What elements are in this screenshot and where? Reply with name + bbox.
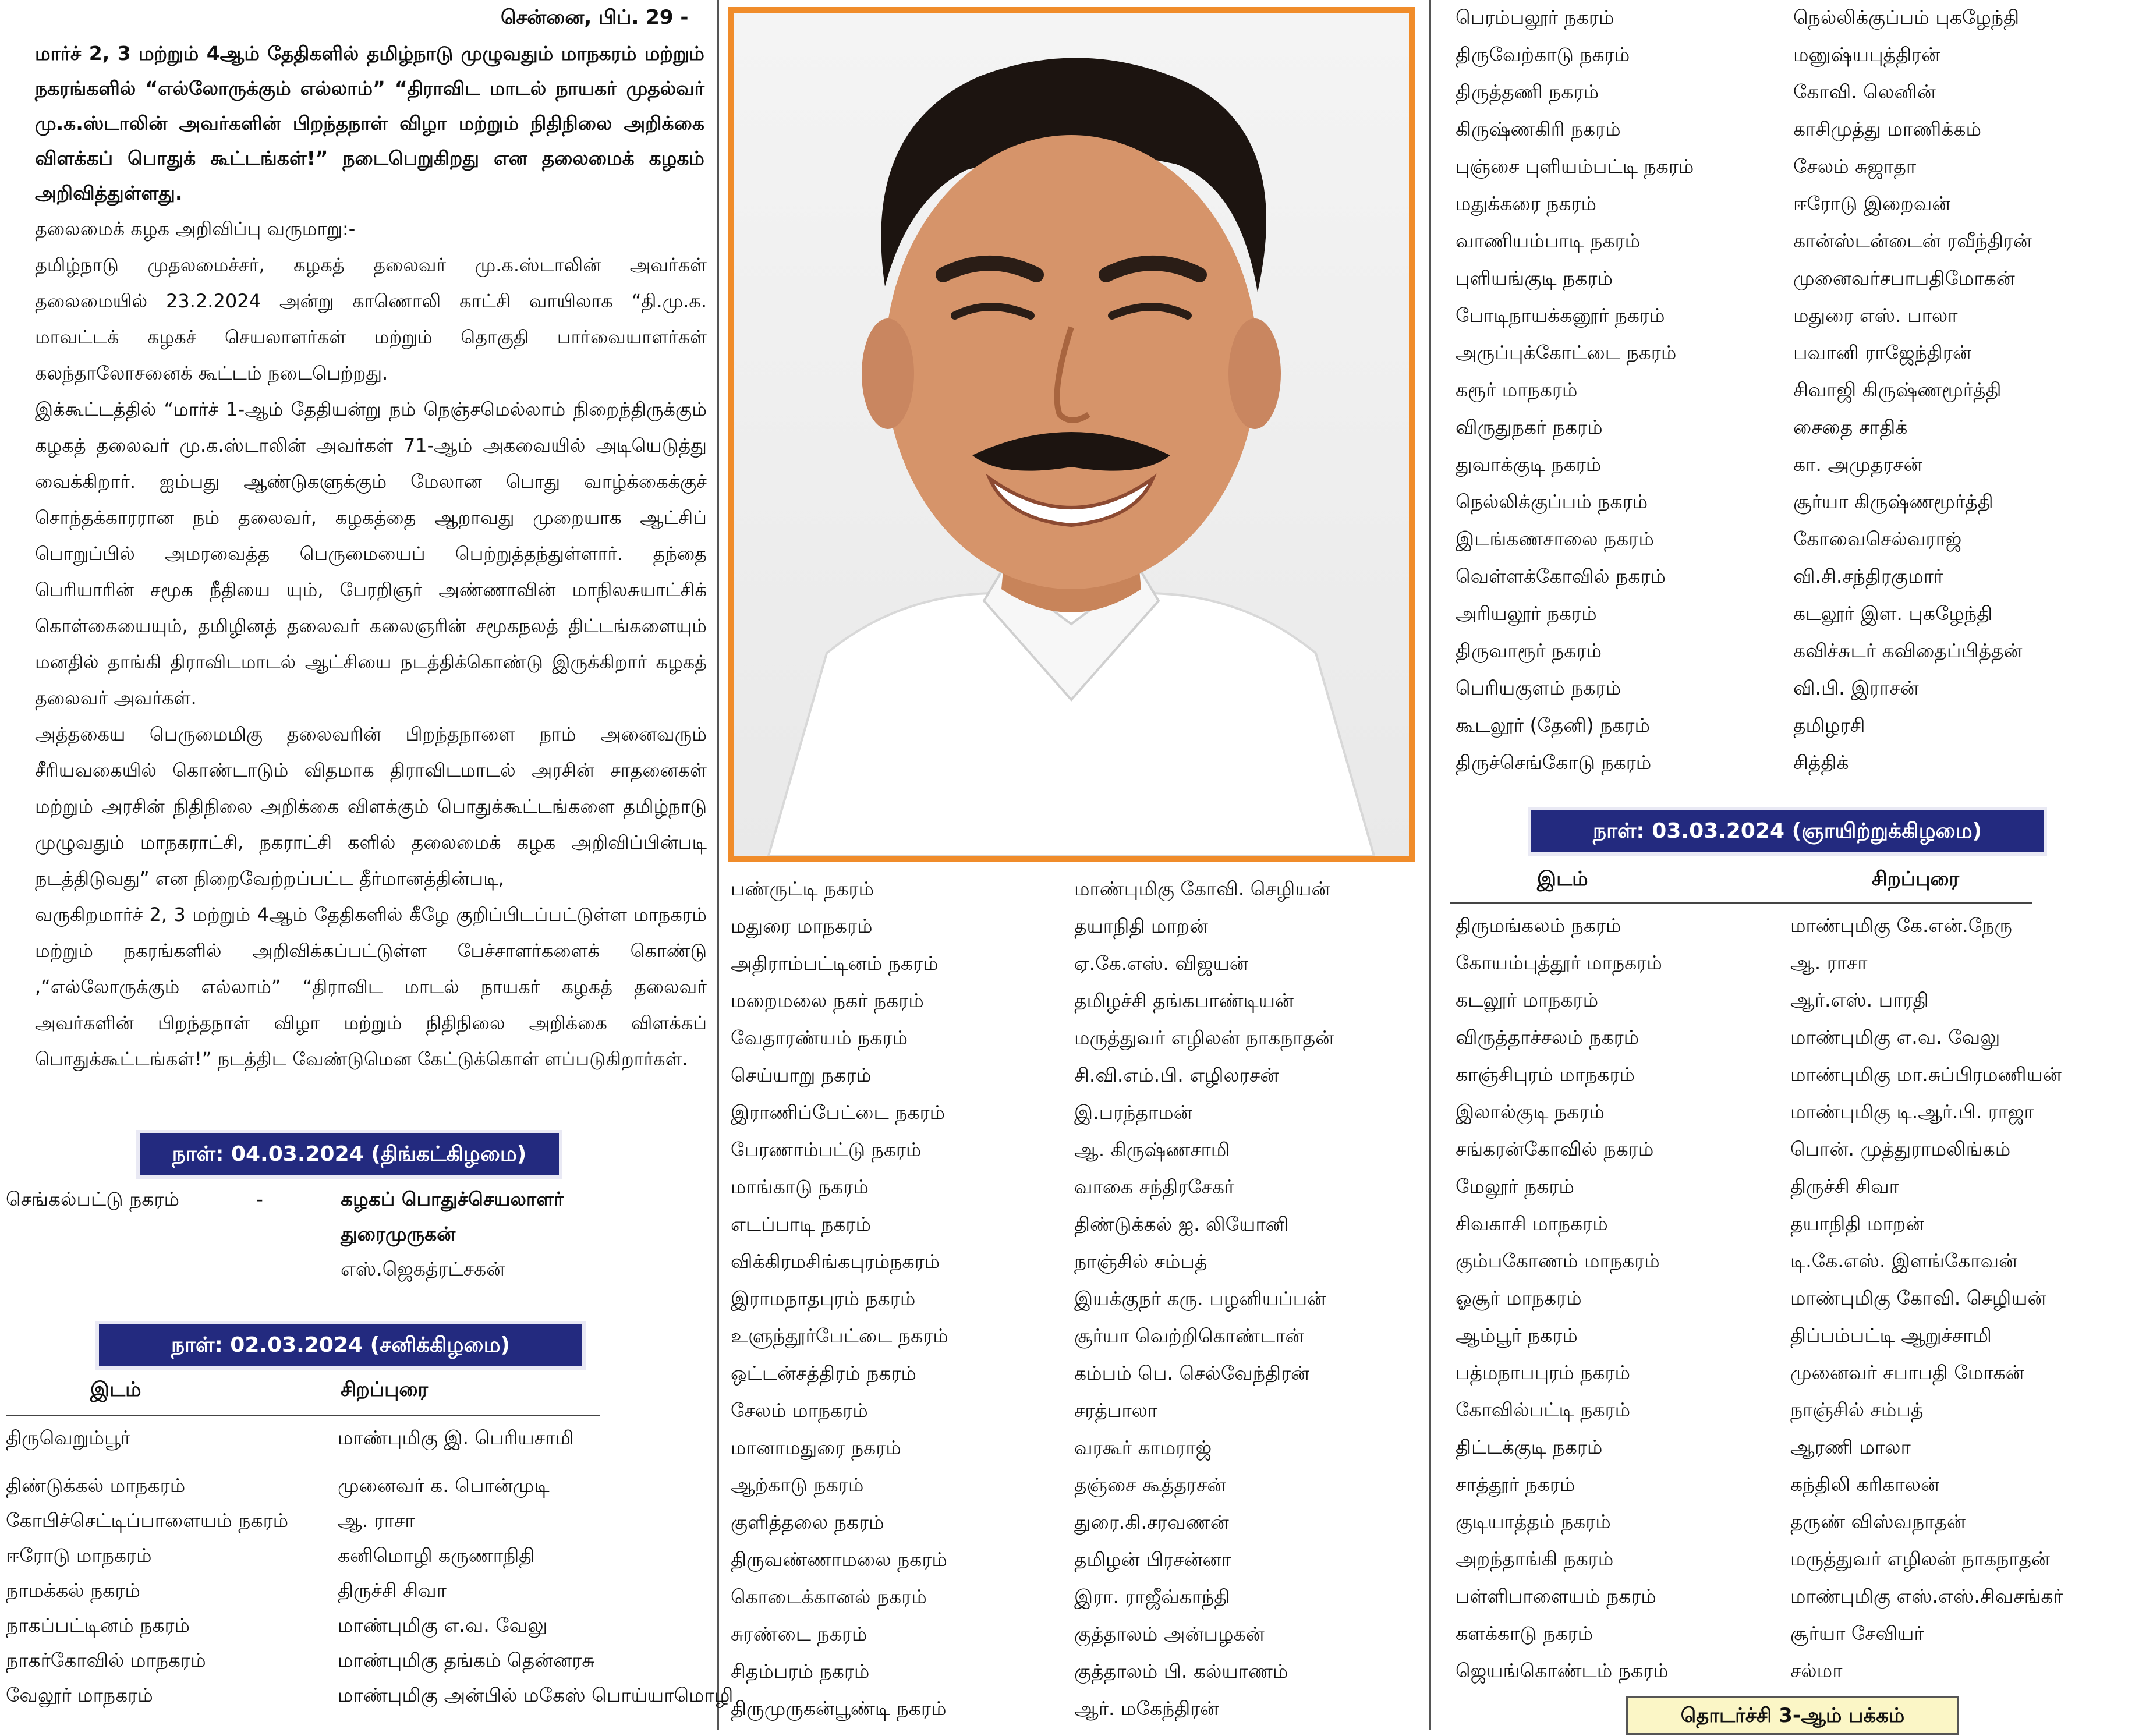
speaker-name: கவிச்சுடர் கவிதைப்பித்தன் <box>1793 639 2023 662</box>
speaker-name: தஞ்சை கூத்தரசன் <box>1074 1473 1226 1496</box>
place-name: பண்ருட்டி நகரம் <box>731 877 874 900</box>
place-name: வேலூர் மாநகரம் <box>6 1684 153 1706</box>
speaker-name: வாகை சந்திரசேகர் <box>1074 1175 1235 1198</box>
place-name: செய்யாறு நகரம் <box>731 1064 872 1086</box>
place-name: ஆற்காடு நகரம் <box>731 1473 864 1496</box>
place-name: பள்ளிபாளையம் நகரம் <box>1456 1585 1656 1607</box>
place-name: அரியலூர் நகரம் <box>1456 602 1597 625</box>
speaker-header: சிறப்புரை <box>341 1378 429 1401</box>
place-name: ஓசூர் மாநகரம் <box>1456 1287 1582 1309</box>
place-name: இலால்குடி நகரம் <box>1456 1100 1605 1123</box>
place-name: திண்டுக்கல் மாநகரம் <box>6 1474 186 1497</box>
place-name: விருத்தாச்சலம் நகரம் <box>1456 1026 1639 1048</box>
place-name: கும்பகோணம் மாநகரம் <box>1456 1249 1660 1272</box>
speaker-name: கோவைசெல்வராஜ் <box>1793 527 1962 550</box>
place-name: வேதாரண்யம் நகரம் <box>731 1026 908 1049</box>
place-name: மானாமதுரை நகரம் <box>731 1436 901 1459</box>
day4-speaker-title: கழகப் பொதுச்செயலாளர் <box>341 1188 564 1210</box>
speaker-name: ஆ. ராசா <box>1790 951 1868 974</box>
body-paragraph: தமிழ்நாடு முதலமைச்சர், கழகத் தலைவர் மு.க.ஸ்டாலின் அவர்கள் தலைமையில் 23.2.2024 அன்று காணொலி காட்சி வாயிலாக “தி.மு.க. மாவட்டக் கழகச் செயலாளர்கள் மற்றும் தொகுதி பார்வையாளர்கள் கலந்தாலோசனைக் கூட்டம் நடைபெற்றது. <box>35 254 707 384</box>
body-paragraph: அத்தகைய பெருமைமிகு தலைவரின் பிறந்தநாளை நாம் அனைவரும் சீரியவகையில் கொண்டாடும் விதமாக திராவிடமாடல் அரசின் சாதனைகள் மற்றும் அரசின் நிதிநிலை அறிக்கை விளக்கும் பொதுக்கூட்டங்களை தமிழ்நாடு முழுவதும் மாநகராட்சி, நகராட்சி களில் தலைமைக் கழக அறிவிப்பின்படி நடத்திடுவது” என நிறைவேற்றப்பட்ட தீர்மானத்தின்படி, <box>35 723 707 890</box>
speaker-name: கனிமொழி கருணாநிதி <box>338 1544 535 1567</box>
place-name: சிதம்பரம் நகரம் <box>731 1660 870 1682</box>
place-name: பெரியகுளம் நகரம் <box>1456 676 1621 699</box>
place-name: சுரண்டை நகரம் <box>731 1622 867 1645</box>
speaker-name: மருத்துவர் எழிலன் நாகநாதன் <box>1074 1026 1334 1049</box>
place-name: ஆம்பூர் நகரம் <box>1456 1324 1578 1347</box>
speaker-name: கம்பம் பெ. செல்வேந்திரன் <box>1074 1362 1310 1384</box>
speaker-name: காசிமுத்து மாணிக்கம் <box>1793 118 1982 140</box>
place-name: காஞ்சிபுரம் மாநகரம் <box>1456 1063 1635 1086</box>
place-name: நாகர்கோவில் மாநகரம் <box>6 1649 206 1671</box>
place-name: விக்கிரமசிங்கபுரம்நகரம் <box>731 1250 940 1273</box>
speaker-name: குத்தாலம் அன்பழகன் <box>1074 1622 1265 1645</box>
place-name: அருப்புக்கோட்டை நகரம் <box>1456 341 1677 364</box>
speaker-name: கந்திலி கரிகாலன் <box>1790 1473 1940 1496</box>
speaker-name: தருண் விஸ்வநாதன் <box>1790 1510 1966 1533</box>
speaker-name: மாண்புமிகு எஸ்.எஸ்.சிவசங்கர் <box>1790 1585 2063 1607</box>
place-name: அதிராம்பட்டினம் நகரம் <box>731 952 939 975</box>
speaker-name: மாண்புமிகு அன்பில் மகேஸ் பொய்யாமொழி <box>338 1684 734 1706</box>
speaker-name: மாண்புமிகு கோவி. செழியன் <box>1790 1287 2046 1309</box>
speaker-name: கான்ஸ்டன்டைன் ரவீந்திரன் <box>1793 229 2032 252</box>
speaker-name: சூர்யா சேவியர் <box>1790 1622 1924 1645</box>
speaker-name: டி.கே.எஸ். இளங்கோவன் <box>1790 1249 2018 1272</box>
speaker-name: சல்மா <box>1790 1659 1843 1682</box>
speaker-name: பவானி ராஜேந்திரன் <box>1793 341 1971 364</box>
speaker-name: ஆரணி மாலா <box>1790 1436 1911 1458</box>
place-name: திருவண்ணாமலை நகரம் <box>731 1548 947 1571</box>
speaker-name: மாண்புமிகு இ. பெரியசாமி <box>338 1426 574 1449</box>
place-name: சேலம் மாநகரம் <box>731 1399 868 1422</box>
place-name: கோயம்புத்தூர் மாநகரம் <box>1456 951 1662 974</box>
place-name: சிவகாசி மாநகரம் <box>1456 1212 1608 1235</box>
place-name: புஞ்சை புளியம்பட்டி நகரம் <box>1456 155 1694 178</box>
speaker-name: திண்டுக்கல் ஐ. லியோனி <box>1074 1213 1289 1235</box>
speaker-name: சித்திக் <box>1793 751 1849 774</box>
speaker-name: மாண்புமிகு கோவி. செழியன் <box>1074 877 1330 900</box>
column-rule-1 <box>717 0 719 1730</box>
speaker-name: சூர்யா கிருஷ்ணமூர்த்தி <box>1793 490 1993 513</box>
speaker-name: திருச்சி சிவா <box>338 1579 447 1602</box>
day4-place: செங்கல்பட்டு நகரம் <box>6 1188 180 1210</box>
place-name: நாமக்கல் நகரம் <box>6 1579 140 1602</box>
speaker-name: மாண்புமிகு எ.வ. வேலு <box>338 1614 548 1636</box>
place-name: சங்கரன்கோவில் நகரம் <box>1456 1138 1654 1160</box>
speaker-name: முனைவர் க. பொன்முடி <box>338 1474 550 1497</box>
place-name: வெள்ளக்கோவில் நகரம் <box>1456 565 1666 587</box>
speaker-name: மதுரை எஸ். பாலா <box>1793 304 1958 327</box>
speaker-name: கோவி. லெனின் <box>1793 80 1936 103</box>
place-name: திருமுருகன்பூண்டி நகரம் <box>731 1697 947 1720</box>
place-name: திருவாரூர் நகரம் <box>1456 639 1602 662</box>
day4-speaker-2: எஸ்.ஜெகத்ரட்சகன் <box>341 1257 505 1280</box>
place-name: மதுக்கரை நகரம் <box>1456 192 1597 215</box>
place-name: ஜெயங்கொண்டம் நகரம் <box>1456 1659 1669 1682</box>
photo-frame <box>728 7 1415 862</box>
portrait-illustration <box>734 13 1409 856</box>
place-name: திருமங்கலம் நகரம் <box>1456 914 1621 937</box>
place-header: இடம் <box>90 1378 141 1401</box>
place-name: இராணிப்பேட்டை நகரம் <box>731 1101 946 1124</box>
place-name: மறைமலை நகர் நகரம் <box>731 989 924 1012</box>
place-name: துவாக்குடி நகரம் <box>1456 453 1602 476</box>
speaker-name: ஆர்.எஸ். பாரதி <box>1790 989 1929 1011</box>
place-name: எடப்பாடி நகரம் <box>731 1213 872 1235</box>
place-name: நாகப்பட்டினம் நகரம் <box>6 1614 190 1636</box>
place-name: நெல்லிக்குப்பம் நகரம் <box>1456 490 1648 513</box>
place-header-day3: இடம் <box>1537 867 1588 891</box>
place-name: அறந்தாங்கி நகரம் <box>1456 1547 1614 1570</box>
place-name: குடியாத்தம் நகரம் <box>1456 1510 1611 1533</box>
speaker-name: சிவாஜி கிருஷ்ணமூர்த்தி <box>1793 378 2002 401</box>
portrait-photo <box>734 13 1409 856</box>
speaker-name: மருத்துவர் எழிலன் நாகநாதன் <box>1790 1547 2051 1570</box>
body-paragraph: வருகிறமார்ச் 2, 3 மற்றும் 4ஆம் தேதிகளில் கீழே குறிப்பிடப்பட்டுள்ள மாநகரம் மற்றும் நகரங்களில் அறிவிக்கப்பட்டுள்ள பேச்சாளர்களைக் கொண்டு ,“எல்லோருக்கும் எல்லாம்” “திராவிட மாடல் நாயகர் கழகத் தலைவர் அவர்களின் பிறந்தநாள் விழா மற்றும் நிதிநிலை அறிக்கை விளக்கப் பொதுக்கூட்டங்கள்!” நடத்திட வேண்டுமென கேட்டுக்கொள் ளப்படுகிறார்கள். <box>35 904 707 1070</box>
place-name: புளியங்குடி நகரம் <box>1456 267 1613 289</box>
speaker-name: ஆ. கிருஷ்ணசாமி <box>1074 1138 1230 1161</box>
lead-paragraph: மார்ச் 2, 3 மற்றும் 4ஆம் தேதிகளில் தமிழ்நாடு முழுவதும் மாநகரம் மற்றும் நகரங்களில் “எல்லோருக்கும் எல்லாம்” “திராவிட மாடல் நாயகர் முதல்வர் மு.க.ஸ்டாலின் அவர்களின் பிறந்தநாள் விழா மற்றும் நிதிநிலை அறிக்கை விளக்கப் பொதுக் கூட்டங்கள்!” நடைபெறுகிறது என தலைமைக் கழகம் அறிவித்துள்ளது. <box>35 42 704 204</box>
speaker-name: மாண்புமிகு மா.சுப்பிரமணியன் <box>1790 1063 2062 1086</box>
speaker-name: சி.வி.எம்.பி. எழிலரசன் <box>1074 1064 1279 1086</box>
speaker-name: ஏ.கே.எஸ். விஜயன் <box>1074 952 1248 975</box>
speaker-header-day3: சிறப்புரை <box>1872 867 1960 891</box>
speaker-name: தமிழச்சி தங்கபாண்டியன் <box>1074 989 1294 1012</box>
place-name: பேரணாம்பட்டு நகரம் <box>731 1138 922 1161</box>
place-name: கூடலூர் (தேனி) நகரம் <box>1456 714 1650 736</box>
speaker-name: பொன். முத்துராமலிங்கம் <box>1790 1138 2011 1160</box>
date-banner-day3: நாள்: 03.03.2024 (ஞாயிற்றுக்கிழமை) <box>1531 810 2044 852</box>
speaker-name: மாண்புமிகு தங்கம் தென்னரசு <box>338 1649 594 1671</box>
place-name: கோபிச்செட்டிப்பாளையம் நகரம் <box>6 1509 289 1532</box>
speaker-name: திருச்சி சிவா <box>1790 1175 1899 1198</box>
speaker-name: நாஞ்சில் சம்பத் <box>1074 1250 1207 1273</box>
speaker-name: வி.சி.சந்திரகுமார் <box>1793 565 1944 587</box>
date-banner-day4: நாள்: 04.03.2024 (திங்கட்கிழமை) <box>140 1133 559 1175</box>
place-name: மேலூர் நகரம் <box>1456 1175 1574 1198</box>
dateline: சென்னை, பிப். 29 - <box>501 6 689 29</box>
place-name: இடங்கணசாலை நகரம் <box>1456 527 1654 550</box>
speaker-name: மாண்புமிகு கே.என்.நேரு <box>1790 914 2012 937</box>
place-name: திருத்தணி நகரம் <box>1456 80 1599 103</box>
speaker-name: ஆ. ராசா <box>338 1509 415 1532</box>
place-name: மதுரை மாநகரம் <box>731 915 873 937</box>
place-name: கடலூர் மாநகரம் <box>1456 989 1599 1011</box>
speaker-name: முனைவர்சபாபதிமோகன் <box>1793 267 2015 289</box>
header-rule-day3 <box>1450 902 2032 904</box>
place-name: உளுந்தூர்பேட்டை நகரம் <box>731 1324 948 1347</box>
place-name: சாத்தூர் நகரம் <box>1456 1473 1575 1496</box>
place-name: திட்டக்குடி நகரம் <box>1456 1436 1603 1458</box>
speaker-name: ஈரோடு இறைவன் <box>1793 192 1951 215</box>
place-name: திருவெறும்பூர் <box>6 1426 131 1449</box>
speaker-name: சைதை சாதிக் <box>1793 416 1908 438</box>
place-name: கொடைக்கானல் நகரம் <box>731 1585 927 1608</box>
speaker-name: மாண்புமிகு டி.ஆர்.பி. ராஜா <box>1790 1100 2034 1123</box>
speaker-name: சரத்பாலா <box>1074 1399 1158 1422</box>
place-name: கரூர் மாநகரம் <box>1456 378 1578 401</box>
speaker-name: சூர்யா வெற்றிகொண்டான் <box>1074 1324 1304 1347</box>
speaker-name: வரகூர் காமராஜ் <box>1074 1436 1212 1459</box>
speaker-name: தமிழரசி <box>1793 714 1865 736</box>
speaker-name: தமிழன் பிரசன்னா <box>1074 1548 1231 1571</box>
speaker-name: மாண்புமிகு எ.வ. வேலு <box>1790 1026 2000 1048</box>
day4-dash: - <box>256 1188 263 1210</box>
speaker-name: வி.பி. இராசன் <box>1793 676 1919 699</box>
date-banner-day2: நாள்: 02.03.2024 (சனிக்கிழமை) <box>99 1324 582 1366</box>
place-name: கிருஷ்ணகிரி நகரம் <box>1456 118 1621 140</box>
speaker-name: கா. அமுதரசன் <box>1793 453 1922 476</box>
day4-speaker-name: துரைமுருகன் <box>341 1223 456 1245</box>
body-paragraph: இக்கூட்டத்தில் “மார்ச் 1-ஆம் தேதியன்று நம் நெஞ்சமெல்லாம் நிறைந்திருக்கும் கழகத் தலைவர் மு.க.ஸ்டாலின் அவர்கள் 71-ஆம் அகவையில் அடியெடுத்து வைக்கிறார். ஐம்பது ஆண்டுகளுக்கும் மேலான பொது வாழ்க்கைக்குச் சொந்தக்காரரான நம் தலைவர், கழகத்தை ஆறாவது முறையாக ஆட்சிப் பொறுப்பில் அமரவைத்த பெருமையைப் பெற்றுத்தந்துள்ளார். தந்தை பெரியாரின் சமூக நீதியை யும், பேரறிஞர் அண்ணாவின் மாநிலசுயாட்சிக் கொள்கையையும், தமிழினத் தலைவர் கலைஞரின் சமூகநலத் திட்டங்களையும் மனதில் தாங்கி திராவிடமாடல் ஆட்சியை நடத்திக்கொண்டு இருக்கிறார் கழகத் தலைவர் அவர்கள். <box>35 398 707 709</box>
speaker-name: கடலூர் இள. புகழேந்தி <box>1793 602 1993 625</box>
header-rule <box>6 1415 600 1416</box>
place-name: மாங்காடு நகரம் <box>731 1175 869 1198</box>
speaker-name: நெல்லிக்குப்பம் புகழேந்தி <box>1793 6 2020 29</box>
speaker-name: முனைவர் சபாபதி மோகன் <box>1790 1361 2024 1384</box>
speaker-name: குத்தாலம் பி. கல்யாணம் <box>1074 1660 1288 1682</box>
speaker-name: நாஞ்சில் சம்பத் <box>1790 1398 1924 1421</box>
speaker-name: இ.பரந்தாமன் <box>1074 1101 1192 1124</box>
place-name: களக்காடு நகரம் <box>1456 1622 1593 1645</box>
place-name: இராமநாதபுரம் நகரம் <box>731 1287 916 1310</box>
place-name: பத்மநாபபுரம் நகரம் <box>1456 1361 1631 1384</box>
place-name: குளித்தலை நகரம் <box>731 1511 884 1533</box>
speaker-name: சேலம் சுஜாதா <box>1793 155 1917 178</box>
speaker-name: திப்பம்பட்டி ஆறுச்சாமி <box>1790 1324 1992 1347</box>
speaker-name: தயாநிதி மாறன் <box>1790 1212 1925 1235</box>
speaker-name: ஆர். மகேந்திரன் <box>1074 1697 1219 1720</box>
speaker-name: இரா. ராஜீவ்காந்தி <box>1074 1585 1230 1608</box>
place-name: விருதுநகர் நகரம் <box>1456 416 1603 438</box>
speaker-name: தயாநிதி மாறன் <box>1074 915 1209 937</box>
place-name: ஒட்டன்சத்திரம் நகரம் <box>731 1362 916 1384</box>
column-rule-2 <box>1429 0 1431 1730</box>
place-name: கோவில்பட்டி நகரம் <box>1456 1398 1631 1421</box>
speaker-name: துரை.கி.சரவணன் <box>1074 1511 1229 1533</box>
speaker-name: இயக்குநர் கரு. பழனியப்பன் <box>1074 1287 1326 1310</box>
continued-on-page-3: தொடர்ச்சி 3-ஆம் பக்கம் <box>1626 1696 1959 1735</box>
place-name: ஈரோடு மாநகரம் <box>6 1544 152 1567</box>
place-name: வாணியம்பாடி நகரம் <box>1456 229 1641 252</box>
place-name: போடிநாயக்கனூர் நகரம் <box>1456 304 1665 327</box>
place-name: திருச்செங்கோடு நகரம் <box>1456 751 1652 774</box>
place-name: திருவேற்காடு நகரம் <box>1456 43 1630 66</box>
body-paragraph: தலைமைக் கழக அறிவிப்பு வருமாறு:- <box>35 218 356 240</box>
place-name: பெரம்பலூர் நகரம் <box>1456 6 1614 29</box>
speaker-name: மனுஷ்யபுத்திரன் <box>1793 43 1940 66</box>
